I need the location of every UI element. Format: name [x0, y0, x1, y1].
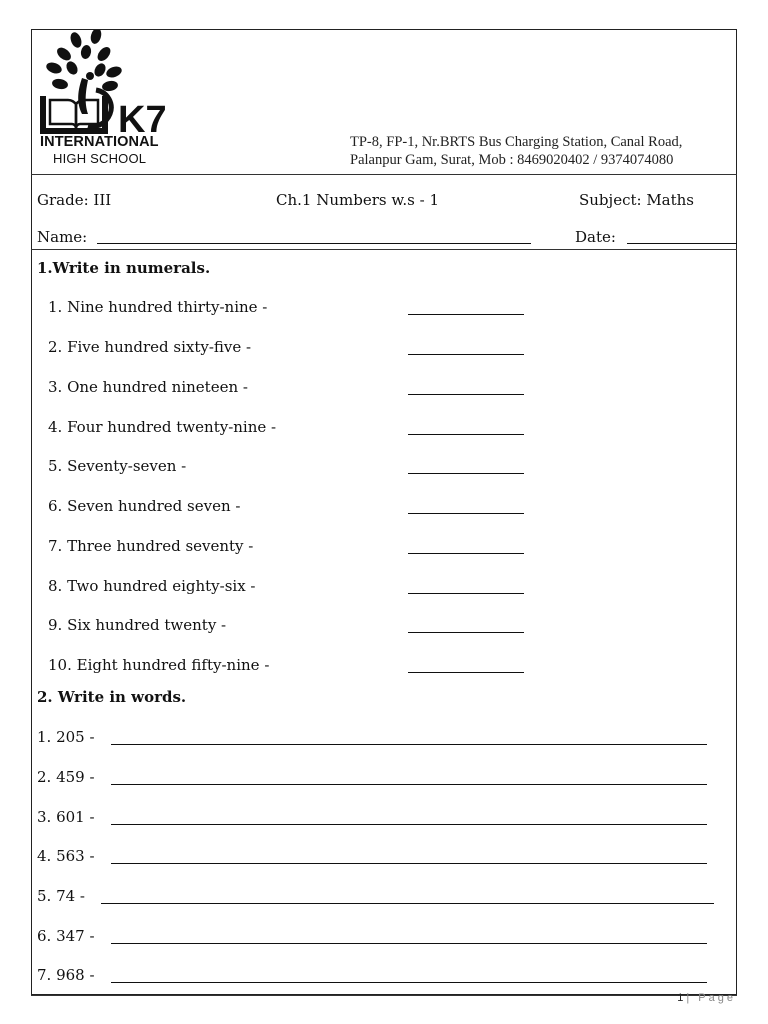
section2-title: 2. Write in words.: [37, 688, 187, 706]
numeral-question: 4. Four hundred twenty-nine -: [48, 418, 277, 436]
numeral-answer-line[interactable]: [408, 513, 524, 514]
words-question: 2. 459 -: [37, 768, 95, 786]
numeral-question: 2. Five hundred sixty-five -: [48, 338, 252, 356]
subject-label: Subject: Maths: [579, 191, 695, 209]
numeral-answer-line[interactable]: [408, 553, 524, 554]
words-question: 3. 601 -: [37, 808, 95, 826]
numeral-question: 9. Six hundred twenty -: [48, 616, 227, 634]
numeral-question: 8. Two hundred eighty-six -: [48, 577, 256, 595]
words-answer-line[interactable]: [111, 744, 707, 745]
page-number: 1: [677, 992, 684, 1004]
numeral-question: 10. Eight hundred fifty-nine -: [48, 656, 270, 674]
bottom-divider: [31, 995, 737, 996]
numeral-answer-line[interactable]: [408, 314, 524, 315]
numeral-question: 7. Three hundred seventy -: [48, 537, 254, 555]
words-question: 1. 205 -: [37, 728, 95, 746]
words-answer-line[interactable]: [111, 943, 707, 944]
words-answer-line[interactable]: [111, 982, 707, 983]
numeral-answer-line[interactable]: [408, 434, 524, 435]
words-answer-line[interactable]: [111, 863, 707, 864]
numeral-answer-line[interactable]: [408, 632, 524, 633]
page-word: | Page: [686, 992, 736, 1004]
header-divider: [31, 174, 737, 175]
grade-label: Grade: III: [37, 191, 112, 209]
words-answer-line[interactable]: [111, 824, 707, 825]
logo-text: K7: [118, 99, 167, 141]
date-field[interactable]: [627, 243, 737, 244]
words-question: 5. 74 -: [37, 887, 86, 905]
words-question: 7. 968 -: [37, 966, 95, 984]
address-line-1: TP-8, FP-1, Nr.BRTS Bus Charging Station, Canal Road,: [350, 134, 683, 150]
words-question: 6. 347 -: [37, 927, 95, 945]
numeral-question: 5. Seventy-seven -: [48, 457, 187, 475]
numeral-answer-line[interactable]: [408, 473, 524, 474]
meta-divider: [31, 249, 737, 250]
page-footer: [677, 992, 736, 1004]
numeral-answer-line[interactable]: [408, 672, 524, 673]
words-question: 4. 563 -: [37, 847, 95, 865]
numeral-question: 3. One hundred nineteen -: [48, 378, 248, 396]
numeral-question: 1. Nine hundred thirty-nine -: [48, 298, 268, 316]
words-answer-line[interactable]: [101, 903, 714, 904]
name-label: Name:: [37, 228, 88, 246]
numeral-question: 6. Seven hundred seven -: [48, 497, 241, 515]
chapter-label: Ch.1 Numbers w.s - 1: [276, 191, 440, 209]
name-field[interactable]: [97, 243, 531, 244]
date-label: Date:: [575, 228, 616, 246]
words-answer-line[interactable]: [111, 784, 707, 785]
school-subtitle: HIGH SCHOOL: [53, 151, 147, 166]
address-line-2: Palanpur Gam, Surat, Mob : 8469020402 / 9374074080: [350, 152, 674, 168]
numeral-answer-line[interactable]: [408, 354, 524, 355]
numeral-answer-line[interactable]: [408, 593, 524, 594]
numeral-answer-line[interactable]: [408, 394, 524, 395]
school-name: INTERNATIONAL: [40, 134, 159, 150]
section1-title: 1.Write in numerals.: [37, 259, 211, 277]
